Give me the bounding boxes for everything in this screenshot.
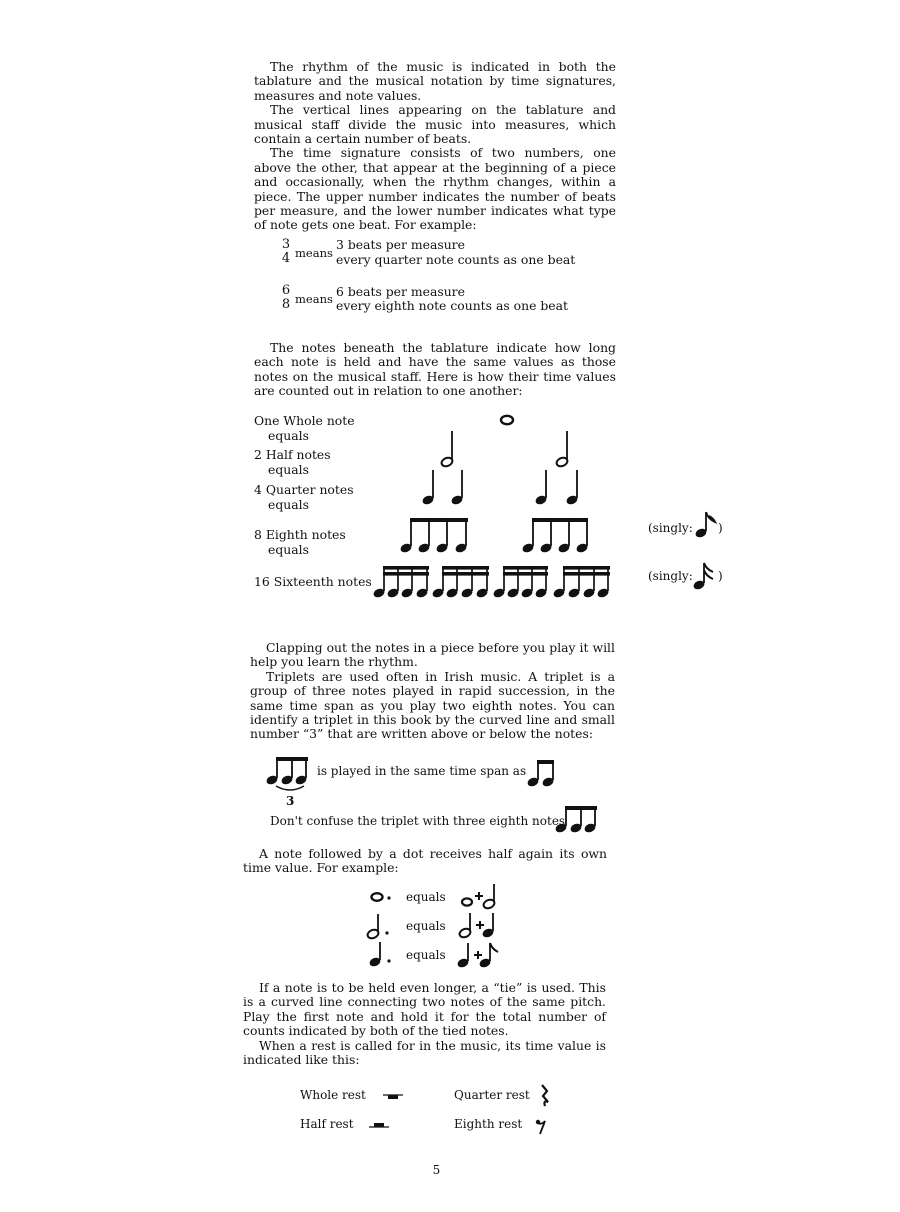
time-sig-bottom: 4 [281,251,291,266]
singly-eighth-label: (singly: [648,521,693,535]
time-sig-line-2: every eighth note counts as one beat [336,298,568,313]
page-number: 5 [432,1163,441,1177]
triplet-explanation: is played in the same time span as [317,764,527,778]
equals-label: equals [268,462,309,477]
means-label: means [295,292,333,306]
time-sig-bottom: 8 [281,297,291,312]
time-sig-top: 3 [281,237,291,252]
quarter-rest-label: Quarter rest [454,1088,530,1102]
time-sig-line-2: every quarter note counts as one beat [336,252,576,267]
eighth-rest-label: Eighth rest [454,1117,523,1131]
time-sig-line-1: 3 beats per measure [336,237,465,252]
equals-label: equals [268,542,309,557]
equals-label: equals [268,428,309,443]
note-value-label: 4 Quarter notes [254,482,354,497]
note-value-label: 8 Eighth notes [254,527,346,542]
dot-intro-text: A note followed by a dot receives half again its own time value. For example: [243,846,607,876]
equals-label: equals [406,890,446,904]
half-rest-label: Half rest [300,1117,354,1131]
quarter-rest-icon [542,1085,548,1106]
note-values-intro-text: The notes beneath the tablature indicate how long each note is held and have the same values as those notes on the musical staff. Here is how their time values are counted out in relation to one another: [254,340,616,399]
clapping-text: Clapping out the notes in a piece before you play it will help you learn the rhythm. [250,640,615,670]
confuse-text: Don't confuse the triplet with three eighth notes [270,814,566,828]
triplets-text: Triplets are used often in Irish music. A triplet is a group of three notes played in rapid succession, in the same time span as you play two eighth notes. You can identify a triplet in this book by the curved line and small number “3” that are written above or below the notes: [250,668,615,742]
time-sig-line-1: 6 beats per measure [336,284,465,299]
intro-paragraph-3: The time signature consists of two numbers, one above the other, that appear at the beginning of a piece and occasionally, when the rhythm changes, within a piece. The upper number indicates the number of beats per measure, and the lower number indicates what type of note gets one beat. For example: [254,145,616,233]
equals-label: equals [406,948,446,962]
singly-sixteenth-close: ) [718,569,723,583]
note-value-label: 2 Half notes [254,447,331,462]
means-label: means [295,246,333,260]
equals-label: equals [268,497,309,512]
rest-text: When a rest is called for in the music, its time value is indicated like this: [243,1037,606,1068]
equals-label: equals [406,919,446,933]
intro-paragraph-1: The rhythm of the music is indicated in both the tablature and the musical notation by time signatures, measures and note values. [254,59,616,103]
singly-sixteenth-label: (singly: [648,569,693,583]
eighth-rest-icon [536,1120,545,1134]
whole-rest-icon [383,1095,403,1099]
whole-rest-label: Whole rest [300,1088,366,1102]
half-rest-icon [369,1123,389,1127]
tie-text: If a note is to be held even longer, a “tie” is used. This is a curved line connecting two notes of the same pitch. Play the first note and hold it for the total number of counts indicated by both of the tied notes. [243,980,606,1039]
note-value-label: 16 Sixteenth notes [254,574,372,589]
time-sig-top: 6 [281,283,291,298]
note-value-label: One Whole note [254,413,355,428]
triplet-number: 3 [286,794,295,808]
intro-paragraph-2: The vertical lines appearing on the tablature and musical staff divide the music into measures, which contain a certain number of beats. [254,102,616,147]
singly-eighth-close: ) [718,521,723,535]
